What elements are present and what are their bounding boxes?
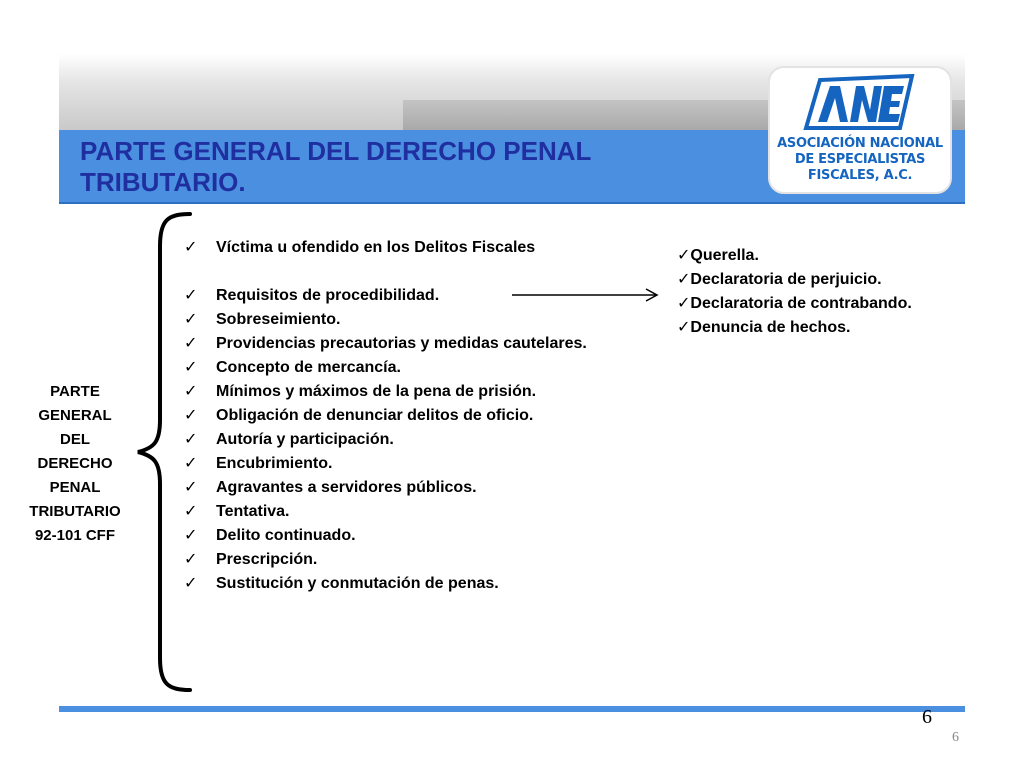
requirements-sublist — [677, 244, 997, 340]
slide-title — [80, 136, 720, 198]
section-label-line: DEL — [60, 431, 90, 448]
association-logo — [768, 66, 952, 194]
sublist-item-text: Declaratoria de perjuicio. — [690, 271, 882, 288]
section-label-line: 92-101 CFF — [34, 527, 116, 544]
sublist-item-text: Querella. — [690, 247, 759, 264]
list-item — [184, 404, 654, 428]
section-label-line: GENERAL — [38, 407, 112, 424]
list-item-text: Agravantes a servidores públicos. — [216, 479, 477, 496]
list-item — [184, 332, 654, 356]
checkmark-icon: ✓ — [677, 295, 691, 312]
list-item-text: Delito continuado. — [216, 527, 356, 544]
list-item-text: Mínimos y máximos de la pena de prisión. — [216, 383, 537, 400]
list-item — [184, 236, 654, 260]
list-item-text: Sustitución y conmutación de penas. — [216, 575, 499, 592]
list-item — [184, 572, 654, 596]
list-item — [184, 476, 654, 500]
arrow-right-icon — [512, 288, 660, 302]
list-item — [184, 452, 654, 476]
checkmark-icon: ✓ — [184, 287, 198, 304]
checkmark-icon: ✓ — [677, 271, 691, 288]
logo-line-2: DE ESPECIALISTAS — [794, 152, 926, 167]
list-item-text: Concepto de mercancía. — [216, 359, 401, 376]
list-item-text: Tentativa. — [216, 503, 290, 520]
title-line-2: TRIBUTARIO. — [80, 167, 246, 197]
checkmark-icon: ✓ — [184, 455, 198, 472]
checkmark-icon: ✓ — [184, 527, 198, 544]
list-item-text: Víctima u ofendido en los Delitos Fiscales — [216, 239, 536, 256]
logo-caption — [770, 136, 950, 184]
list-item-text: Encubrimiento. — [216, 455, 333, 472]
checkmark-icon: ✓ — [184, 431, 198, 448]
sublist-item — [677, 268, 997, 292]
checkmark-icon: ✓ — [184, 335, 198, 352]
title-line-1: PARTE GENERAL DEL DERECHO PENAL — [80, 136, 592, 166]
section-label-line: DERECHO — [37, 455, 113, 472]
list-item — [184, 500, 654, 524]
logo-line-3: FISCALES, A.C. — [807, 168, 913, 183]
list-item-text: Prescripción. — [216, 551, 318, 568]
checkmark-icon: ✓ — [677, 247, 691, 264]
section-label-line: TRIBUTARIO — [29, 503, 121, 520]
checkmark-icon: ✓ — [184, 503, 198, 520]
checkmark-icon: ✓ — [184, 383, 198, 400]
list-item — [184, 428, 654, 452]
list-item — [184, 380, 654, 404]
list-item — [184, 356, 654, 380]
checkmark-icon: ✓ — [184, 359, 198, 376]
sublist-item — [677, 244, 997, 268]
checkmark-icon: ✓ — [184, 407, 198, 424]
section-label-line: PARTE — [50, 383, 100, 400]
list-item-text: Autoría y participación. — [216, 431, 394, 448]
page-number: 6 — [922, 706, 932, 728]
slide-number: 6 — [952, 730, 959, 745]
list-item-text: Sobreseimiento. — [216, 311, 341, 328]
sublist-item-text: Denuncia de hechos. — [690, 319, 851, 336]
checkmark-icon: ✓ — [184, 551, 198, 568]
sublist-item-text: Declaratoria de contrabando. — [690, 295, 912, 312]
ane-logo-icon — [800, 74, 918, 130]
section-label — [12, 380, 138, 548]
footer-bar — [59, 706, 965, 712]
checkmark-icon: ✓ — [677, 319, 691, 336]
logo-line-1: ASOCIACIÓN NACIONAL — [777, 136, 943, 151]
list-item — [184, 548, 654, 572]
checkmark-icon: ✓ — [184, 575, 198, 592]
sublist-item — [677, 316, 997, 340]
section-label-line: PENAL — [49, 479, 101, 496]
sublist-item — [677, 292, 997, 316]
checkmark-icon: ✓ — [184, 239, 198, 256]
list-item — [184, 524, 654, 548]
list-item-text: Providencias precautorias y medidas cautelares. — [216, 335, 587, 352]
checkmark-icon: ✓ — [184, 311, 198, 328]
checkmark-icon: ✓ — [184, 479, 198, 496]
list-item-text: Requisitos de procedibilidad. — [216, 287, 440, 304]
list-item-text: Obligación de denunciar delitos de oficio. — [216, 407, 534, 424]
list-item — [184, 308, 654, 332]
